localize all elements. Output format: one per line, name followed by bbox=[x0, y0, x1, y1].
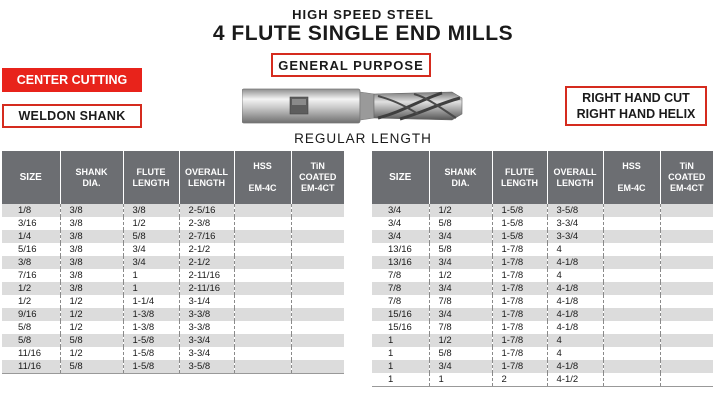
table-cell: 4 bbox=[547, 269, 603, 282]
table-cell bbox=[603, 282, 660, 295]
table-row bbox=[372, 321, 713, 334]
table-cell: 1/2 bbox=[2, 295, 60, 308]
table-cell: 1-5/8 bbox=[492, 204, 547, 217]
table-cell bbox=[603, 360, 660, 373]
table-cell: 1/4 bbox=[2, 230, 60, 243]
table-cell: 1-3/8 bbox=[123, 321, 179, 334]
table-cell bbox=[291, 269, 344, 282]
table-header-row bbox=[372, 151, 713, 204]
table-row bbox=[2, 282, 344, 295]
table-cell: 4-1/8 bbox=[547, 308, 603, 321]
table-cell: 7/16 bbox=[2, 269, 60, 282]
column-header-text: OVERALL bbox=[553, 166, 597, 177]
table-cell bbox=[234, 217, 291, 230]
table-cell bbox=[291, 347, 344, 360]
table-cell bbox=[603, 347, 660, 360]
table-cell bbox=[660, 360, 713, 373]
table-row bbox=[2, 230, 344, 243]
table-row bbox=[372, 243, 713, 256]
column-header bbox=[603, 151, 660, 204]
weldon-shank-badge: WELDON SHANK bbox=[2, 104, 142, 128]
table-cell: 15/16 bbox=[372, 321, 429, 334]
table-cell: 7/8 bbox=[429, 295, 492, 308]
table-cell: 3/4 bbox=[372, 230, 429, 243]
table-cell bbox=[291, 282, 344, 295]
column-header-text: OVERALL bbox=[184, 166, 228, 177]
column-header-text: SHANK bbox=[444, 166, 477, 177]
table-cell: 3/8 bbox=[60, 243, 123, 256]
table-cell: 3/4 bbox=[372, 217, 429, 230]
column-header-text: TiN bbox=[310, 161, 325, 171]
table-cell bbox=[291, 334, 344, 347]
table-cell: 3-3/4 bbox=[547, 217, 603, 230]
table-row bbox=[372, 360, 713, 373]
table-cell: 5/8 bbox=[429, 347, 492, 360]
column-header-text: SIZE bbox=[19, 172, 42, 183]
column-header bbox=[492, 151, 547, 204]
table-cell: 13/16 bbox=[372, 256, 429, 269]
table-cell: 4-1/8 bbox=[547, 360, 603, 373]
table-cell bbox=[660, 373, 713, 387]
table-row bbox=[372, 347, 713, 360]
table-cell: 7/8 bbox=[372, 269, 429, 282]
column-header-text: EM-4CT bbox=[670, 183, 704, 193]
column-header-text: LENGTH bbox=[132, 177, 170, 188]
table-row bbox=[372, 373, 713, 387]
table-cell bbox=[660, 230, 713, 243]
table-cell: 5/16 bbox=[2, 243, 60, 256]
table-cell bbox=[291, 256, 344, 269]
column-header-text: HSS bbox=[253, 161, 272, 171]
table-cell: 5/8 bbox=[2, 334, 60, 347]
column-header bbox=[60, 151, 123, 204]
column-header-text: LENGTH bbox=[556, 177, 594, 188]
column-header-text: FLUTE bbox=[505, 166, 534, 177]
column-header-text: EM-4C bbox=[617, 183, 646, 193]
table-cell: 1-7/8 bbox=[492, 269, 547, 282]
table-cell: 1/2 bbox=[60, 308, 123, 321]
table-cell: 2-11/16 bbox=[179, 269, 234, 282]
table-cell: 1 bbox=[123, 269, 179, 282]
table-cell: 3/8 bbox=[123, 204, 179, 217]
table-cell bbox=[660, 347, 713, 360]
table-cell bbox=[603, 230, 660, 243]
column-header-text: DIA. bbox=[82, 177, 101, 188]
table-cell bbox=[603, 334, 660, 347]
table-cell: 2-3/8 bbox=[179, 217, 234, 230]
table-cell: 1/2 bbox=[429, 269, 492, 282]
table-cell bbox=[603, 243, 660, 256]
table-cell bbox=[660, 308, 713, 321]
table-cell: 1 bbox=[372, 360, 429, 373]
table-cell: 1-3/8 bbox=[123, 308, 179, 321]
table-row bbox=[372, 282, 713, 295]
right-hand-helix-label: RIGHT HAND HELIX bbox=[576, 107, 696, 121]
table-cell bbox=[660, 217, 713, 230]
table-cell bbox=[234, 308, 291, 321]
column-header-text: DIA. bbox=[451, 177, 470, 188]
table-cell: 11/16 bbox=[2, 360, 60, 374]
table-row bbox=[372, 334, 713, 347]
table-cell: 1/2 bbox=[123, 217, 179, 230]
table-cell: 3-3/4 bbox=[547, 230, 603, 243]
right-hand-badge bbox=[565, 86, 707, 126]
table-cell bbox=[291, 243, 344, 256]
table-cell: 3/4 bbox=[429, 308, 492, 321]
table-cell: 3/8 bbox=[60, 269, 123, 282]
table-cell: 5/8 bbox=[60, 360, 123, 374]
table-cell bbox=[234, 321, 291, 334]
table-cell: 1-7/8 bbox=[492, 360, 547, 373]
table-cell bbox=[660, 204, 713, 217]
table-row bbox=[372, 269, 713, 282]
table-cell: 1-5/8 bbox=[492, 230, 547, 243]
table-cell: 3/16 bbox=[2, 217, 60, 230]
table-cell bbox=[603, 373, 660, 387]
table-cell bbox=[234, 282, 291, 295]
end-mill-icon bbox=[242, 84, 464, 128]
column-header bbox=[179, 151, 234, 204]
table-cell: 1-5/8 bbox=[123, 347, 179, 360]
table-cell bbox=[603, 217, 660, 230]
table-row bbox=[2, 321, 344, 334]
table-cell: 4 bbox=[547, 243, 603, 256]
table-cell: 3-3/4 bbox=[179, 334, 234, 347]
table-header-row bbox=[2, 151, 344, 204]
table-cell bbox=[234, 256, 291, 269]
table-row bbox=[372, 256, 713, 269]
table-cell: 1-7/8 bbox=[492, 321, 547, 334]
table-cell bbox=[660, 321, 713, 334]
table-cell: 4 bbox=[547, 334, 603, 347]
table-cell bbox=[234, 360, 291, 374]
table-row bbox=[2, 308, 344, 321]
table-cell bbox=[234, 269, 291, 282]
table-cell: 2-1/2 bbox=[179, 243, 234, 256]
table-cell: 3/4 bbox=[123, 256, 179, 269]
table-cell: 3/8 bbox=[2, 256, 60, 269]
column-header bbox=[2, 151, 60, 204]
table-row bbox=[2, 334, 344, 347]
table-cell: 3-5/8 bbox=[547, 204, 603, 217]
table-cell: 1/2 bbox=[429, 204, 492, 217]
column-header bbox=[234, 151, 291, 204]
table-cell: 1-7/8 bbox=[492, 256, 547, 269]
table-cell: 1/2 bbox=[60, 295, 123, 308]
table-cell: 9/16 bbox=[2, 308, 60, 321]
table-row bbox=[2, 256, 344, 269]
table-cell: 4-1/8 bbox=[547, 256, 603, 269]
table-cell bbox=[660, 334, 713, 347]
column-header bbox=[123, 151, 179, 204]
table-cell: 1-5/8 bbox=[123, 334, 179, 347]
table-cell bbox=[234, 334, 291, 347]
column-header-text: SHANK bbox=[75, 166, 108, 177]
table-cell: 1 bbox=[429, 373, 492, 387]
table-row bbox=[372, 204, 713, 217]
table-cell: 1-5/8 bbox=[492, 217, 547, 230]
table-cell bbox=[291, 230, 344, 243]
table-cell: 3-5/8 bbox=[179, 360, 234, 374]
table-cell: 2-5/16 bbox=[179, 204, 234, 217]
table-cell: 5/8 bbox=[60, 334, 123, 347]
table-cell bbox=[291, 295, 344, 308]
table-cell: 13/16 bbox=[372, 243, 429, 256]
table-cell bbox=[234, 204, 291, 217]
table-cell bbox=[291, 360, 344, 374]
table-cell bbox=[234, 243, 291, 256]
table-row bbox=[372, 217, 713, 230]
column-header bbox=[547, 151, 603, 204]
table-cell: 7/8 bbox=[372, 282, 429, 295]
table-cell: 1 bbox=[123, 282, 179, 295]
table-cell: 3/4 bbox=[429, 256, 492, 269]
table-cell: 2-7/16 bbox=[179, 230, 234, 243]
table-cell: 1/2 bbox=[429, 334, 492, 347]
table-cell: 15/16 bbox=[372, 308, 429, 321]
table-cell: 3/8 bbox=[60, 282, 123, 295]
table-cell bbox=[234, 295, 291, 308]
table-row bbox=[2, 360, 344, 374]
table-cell: 1-7/8 bbox=[492, 308, 547, 321]
column-header-text: COATED bbox=[299, 172, 337, 182]
regular-length-label: REGULAR LENGTH bbox=[294, 131, 432, 146]
center-cutting-badge: CENTER CUTTING bbox=[2, 68, 142, 92]
table-cell: 3/8 bbox=[60, 204, 123, 217]
column-header-text: LENGTH bbox=[188, 177, 225, 188]
table-cell: 1-1/4 bbox=[123, 295, 179, 308]
table-row bbox=[2, 295, 344, 308]
table-cell: 4-1/2 bbox=[547, 373, 603, 387]
table-cell: 1/8 bbox=[2, 204, 60, 217]
column-header-text: SIZE bbox=[389, 172, 412, 183]
table-cell bbox=[603, 295, 660, 308]
table-cell: 2-1/2 bbox=[179, 256, 234, 269]
column-header-text: LENGTH bbox=[501, 177, 538, 188]
table-cell: 1/2 bbox=[60, 347, 123, 360]
column-header-text: TiN bbox=[679, 161, 694, 171]
table-row bbox=[2, 243, 344, 256]
right-hand-cut-label: RIGHT HAND CUT bbox=[582, 91, 690, 105]
table-cell bbox=[660, 256, 713, 269]
table-cell bbox=[603, 204, 660, 217]
table-cell: 2-11/16 bbox=[179, 282, 234, 295]
column-header-text: EM-4C bbox=[248, 183, 277, 193]
spec-table-right bbox=[372, 151, 713, 387]
column-header bbox=[372, 151, 429, 204]
table-cell: 5/8 bbox=[429, 243, 492, 256]
column-header-text: FLUTE bbox=[136, 166, 166, 177]
table-cell: 1-7/8 bbox=[492, 243, 547, 256]
table-cell: 4-1/8 bbox=[547, 282, 603, 295]
table-cell bbox=[603, 321, 660, 334]
table-cell: 5/8 bbox=[429, 217, 492, 230]
table-cell bbox=[660, 269, 713, 282]
table-cell: 1/2 bbox=[60, 321, 123, 334]
table-cell bbox=[291, 321, 344, 334]
table-cell bbox=[291, 204, 344, 217]
table-cell: 4-1/8 bbox=[547, 295, 603, 308]
table-cell: 2 bbox=[492, 373, 547, 387]
table-cell: 1-7/8 bbox=[492, 282, 547, 295]
table-cell: 1-7/8 bbox=[492, 295, 547, 308]
table-row bbox=[2, 347, 344, 360]
table-cell bbox=[603, 308, 660, 321]
table-cell: 7/8 bbox=[429, 321, 492, 334]
page-title: 4 FLUTE SINGLE END MILLS bbox=[212, 22, 514, 45]
table-cell bbox=[603, 256, 660, 269]
column-header bbox=[429, 151, 492, 204]
column-header bbox=[660, 151, 713, 204]
table-cell: 3-1/4 bbox=[179, 295, 234, 308]
table-cell: 1-7/8 bbox=[492, 347, 547, 360]
column-header-text: HSS bbox=[622, 161, 641, 171]
column-header-text: COATED bbox=[668, 172, 706, 182]
table-cell bbox=[660, 282, 713, 295]
table-cell: 3/4 bbox=[429, 282, 492, 295]
table-cell: 3/8 bbox=[60, 256, 123, 269]
table-cell: 1 bbox=[372, 347, 429, 360]
table-cell: 3/4 bbox=[123, 243, 179, 256]
table-cell: 3/8 bbox=[60, 217, 123, 230]
table-row bbox=[2, 204, 344, 217]
table-cell: 1-7/8 bbox=[492, 334, 547, 347]
table-cell: 1 bbox=[372, 334, 429, 347]
table-cell: 1/2 bbox=[2, 282, 60, 295]
table-cell: 3/4 bbox=[429, 360, 492, 373]
table-row bbox=[372, 295, 713, 308]
table-cell bbox=[234, 230, 291, 243]
table-cell: 3-3/8 bbox=[179, 308, 234, 321]
table-cell bbox=[660, 295, 713, 308]
table-cell: 1 bbox=[372, 373, 429, 387]
general-purpose-badge: GENERAL PURPOSE bbox=[271, 53, 431, 77]
table-row bbox=[372, 230, 713, 243]
table-cell bbox=[660, 243, 713, 256]
table-cell: 7/8 bbox=[372, 295, 429, 308]
table-cell: 4-1/8 bbox=[547, 321, 603, 334]
table-cell: 3-3/4 bbox=[179, 347, 234, 360]
column-header bbox=[291, 151, 344, 204]
table-cell: 3-3/8 bbox=[179, 321, 234, 334]
table-row bbox=[2, 217, 344, 230]
table-cell bbox=[291, 308, 344, 321]
table-cell bbox=[234, 347, 291, 360]
table-cell: 1-5/8 bbox=[123, 360, 179, 374]
table-cell: 5/8 bbox=[123, 230, 179, 243]
supertitle: HIGH SPEED STEEL bbox=[292, 7, 434, 22]
table-row bbox=[372, 308, 713, 321]
column-header-text: EM-4CT bbox=[301, 183, 335, 193]
table-cell: 11/16 bbox=[2, 347, 60, 360]
table-cell: 3/4 bbox=[429, 230, 492, 243]
table-cell: 4 bbox=[547, 347, 603, 360]
table-cell: 3/8 bbox=[60, 230, 123, 243]
spec-table-left bbox=[2, 151, 344, 374]
table-cell bbox=[603, 269, 660, 282]
table-cell: 3/4 bbox=[372, 204, 429, 217]
table-row bbox=[2, 269, 344, 282]
table-cell: 5/8 bbox=[2, 321, 60, 334]
table-cell bbox=[291, 217, 344, 230]
